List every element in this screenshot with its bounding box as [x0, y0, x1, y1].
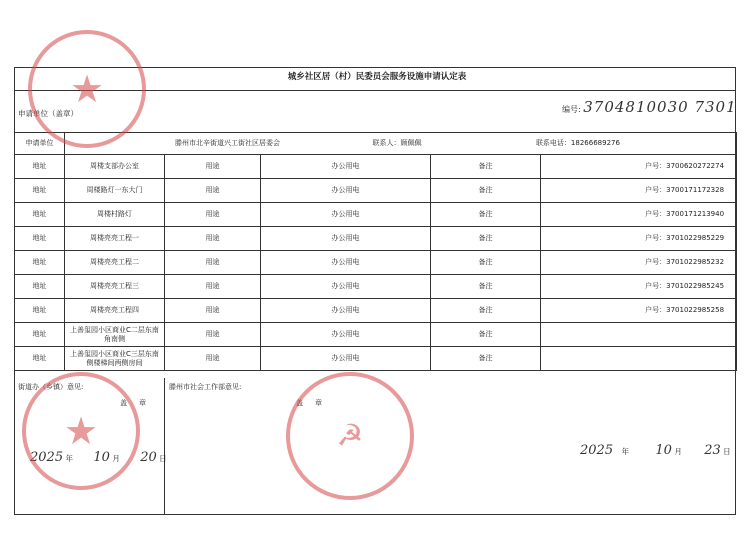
star-icon: ★	[69, 67, 105, 111]
right-date-month-unit: 月	[674, 447, 682, 456]
table-row	[15, 347, 737, 371]
usage-label: 用途	[165, 299, 261, 323]
note-label: 备注	[431, 299, 541, 323]
signature-divider	[164, 378, 165, 515]
serial-label: 编号:	[562, 105, 581, 114]
right-date-year-unit: 年	[621, 447, 629, 456]
table-row	[15, 323, 737, 347]
usage-label: 用途	[165, 323, 261, 347]
note-label: 备注	[431, 227, 541, 251]
usage-value: 办公用电	[261, 347, 431, 371]
right-date-year: 2025	[580, 443, 614, 458]
usage-value: 办公用电	[261, 179, 431, 203]
location-value: 周楼亮亮工程一	[65, 227, 165, 251]
left-date-month: 10	[93, 450, 110, 465]
account-number: 户号：3700620272274	[541, 155, 737, 179]
star-icon: ★	[63, 409, 99, 453]
table-row	[15, 179, 737, 203]
usage-label: 用途	[165, 155, 261, 179]
location-value: 周楼亮亮工程三	[65, 275, 165, 299]
address-label: 地址	[15, 347, 65, 371]
location-value: 周楼亮亮工程四	[65, 299, 165, 323]
location-value: 上善玺园小区商业C二层东南角南侧	[65, 323, 165, 347]
street-office-seal-stamp	[22, 372, 140, 490]
address-label: 地址	[15, 251, 65, 275]
location-value: 周楼支部办公室	[65, 155, 165, 179]
usage-value: 办公用电	[261, 203, 431, 227]
account-number: 户号：3700171213940	[541, 203, 737, 227]
social-work-dept-date	[580, 443, 731, 458]
note-label: 备注	[431, 179, 541, 203]
usage-label: 用途	[165, 251, 261, 275]
usage-value: 办公用电	[261, 251, 431, 275]
note-label: 备注	[431, 251, 541, 275]
social-work-dept-seal-stamp	[286, 372, 414, 500]
location-value: 上善玺园小区商业C三层东南侧楼梯间两侧房间	[65, 347, 165, 371]
left-date-year: 2025	[30, 450, 64, 465]
address-label: 地址	[15, 179, 65, 203]
contact-person: 联系人：顾佩佩	[372, 139, 422, 148]
social-work-dept-opinion-label: 滕州市社会工作部意见:	[169, 383, 242, 391]
account-number: 户号：3701022985229	[541, 227, 737, 251]
table-row	[15, 155, 737, 179]
account-number: 户号：3700171172328	[541, 179, 737, 203]
street-office-opinion-label: 街道办（乡镇）意见:	[18, 383, 84, 391]
left-date-day: 20	[140, 450, 157, 465]
location-value: 周楼村路灯	[65, 203, 165, 227]
address-label: 地址	[15, 155, 65, 179]
table-row	[15, 227, 737, 251]
left-date-year-unit: 年	[65, 454, 73, 463]
unit-name: 滕州市北辛街道兴工街社区居委会	[175, 139, 280, 148]
header-label: 申请单位	[15, 133, 65, 155]
applicant-unit-label: 申请单位（盖章）	[18, 109, 78, 118]
usage-value: 办公用电	[261, 155, 431, 179]
address-label: 地址	[15, 227, 65, 251]
street-office-seal-label: 盖章	[120, 399, 158, 407]
usage-value: 办公用电	[261, 227, 431, 251]
account-number	[541, 323, 737, 347]
location-value: 周楼亮亮工程二	[65, 251, 165, 275]
left-date-month-unit: 月	[112, 454, 120, 463]
address-label: 地址	[15, 203, 65, 227]
left-date-day-unit: 日	[159, 454, 167, 463]
serial-value: 3704810030 7301	[583, 98, 737, 116]
usage-value: 办公用电	[261, 275, 431, 299]
note-label: 备注	[431, 323, 541, 347]
location-value: 周楼路灯一东大门	[65, 179, 165, 203]
party-emblem-icon: ☭	[336, 418, 364, 454]
serial-number	[562, 98, 737, 116]
facility-table	[14, 132, 737, 371]
usage-value: 办公用电	[261, 323, 431, 347]
usage-label: 用途	[165, 275, 261, 299]
note-label: 备注	[431, 275, 541, 299]
note-label: 备注	[431, 203, 541, 227]
right-date-month: 10	[655, 443, 672, 458]
account-number: 户号：3701022985232	[541, 251, 737, 275]
usage-value: 办公用电	[261, 299, 431, 323]
right-date-day: 23	[704, 443, 721, 458]
address-label: 地址	[15, 275, 65, 299]
note-label: 备注	[431, 155, 541, 179]
contact-phone: 联系电话：18266689276	[535, 139, 620, 148]
address-label: 地址	[15, 323, 65, 347]
social-work-dept-seal-label: 盖章	[296, 399, 334, 407]
table-row	[15, 251, 737, 275]
account-number: 户号：3701022985258	[541, 299, 737, 323]
usage-label: 用途	[165, 203, 261, 227]
address-label: 地址	[15, 299, 65, 323]
table-row	[15, 275, 737, 299]
note-label: 备注	[431, 347, 541, 371]
usage-label: 用途	[165, 179, 261, 203]
table-row	[15, 299, 737, 323]
account-number: 户号：3701022985245	[541, 275, 737, 299]
table-row	[15, 203, 737, 227]
account-number	[541, 347, 737, 371]
usage-label: 用途	[165, 227, 261, 251]
usage-label: 用途	[165, 347, 261, 371]
community-committee-seal-stamp	[28, 30, 146, 148]
page-title: 城乡社区居（村）民委员会服务设施申请认定表	[287, 72, 467, 82]
right-date-day-unit: 日	[723, 447, 731, 456]
